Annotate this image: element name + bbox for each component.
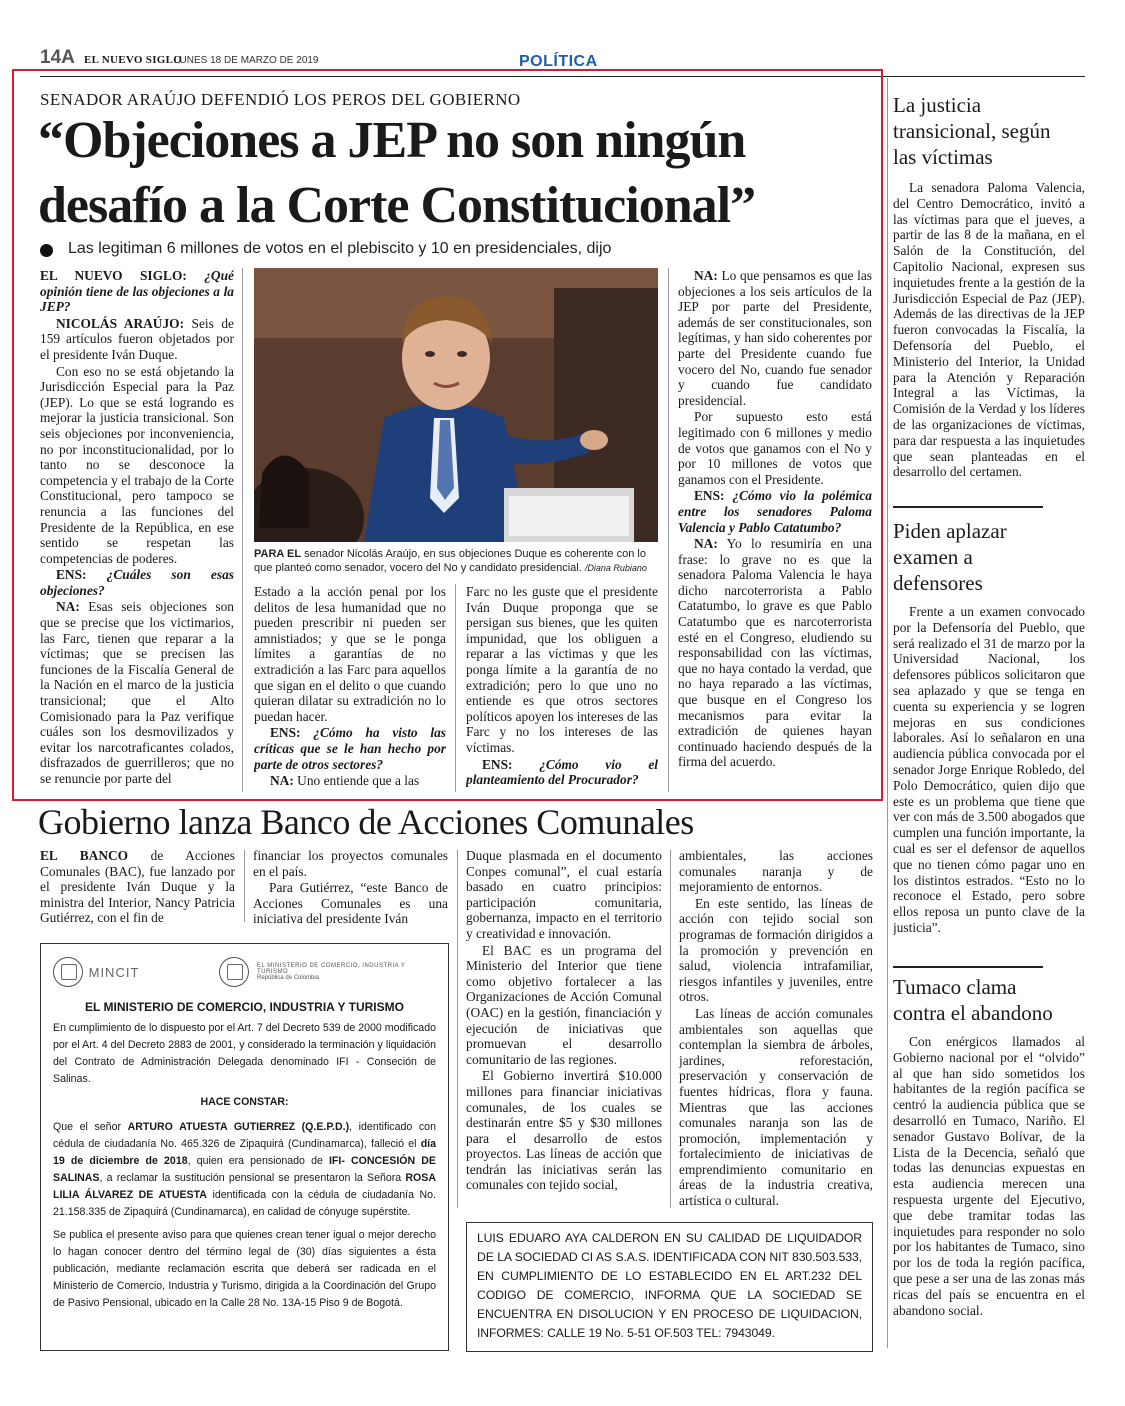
column-divider (668, 268, 669, 792)
bac-column-4 (679, 848, 873, 1210)
paragraph: Farc no les guste que el presidente Iván Duque proponga que se persigan sus bienes, que les quiten impunidad, que los obliguen a reparar a las víctimas y que les ponga límite a la garantía de no extradición; pero lo que uno no entiende es que otros sectores políticos apoyen los intereses de las Farc y no los intereses de las víctimas. (466, 584, 658, 755)
paragraph: financiar los proyectos comunales en el país. (253, 848, 448, 879)
notice-paragraph: En cumplimiento de lo dispuesto por el Art. 7 del Decreto 539 de 2000 modificado por el Art. 4 del Decreto 2883 de 2001, y considerado la terminación y liquidación del Contrato de Administración Delegada denominado IFI - Conseción de Salinas. (53, 1022, 436, 1085)
sidebar-title-1: La justicia transicional, según las víctimas (893, 93, 1051, 169)
question-label: ENS: (56, 567, 87, 583)
main-column-4 (678, 268, 872, 796)
coat-of-arms-icon (219, 957, 249, 987)
coat-of-arms-icon (53, 957, 83, 987)
answer-text: Esas seis objeciones son que se precise que los victimarios, las Farc, tienen que reparar a la víctimas; que se precisen las funciones de la Fiscalía General de la Nación en el marco de la justicia transicional; que el Alto Comisionado para la Paz verifique cuáles son los desmovilizados y evitar los narcotraficantes colados, disfrazados de guerrilleros; que no se renuncie por parte del (40, 599, 234, 786)
question: ¿Cómo vio el planteamiento del Procurador? (466, 756, 658, 788)
folio-page-number: 14A (40, 47, 75, 68)
mincit-logo-text: MINCIT (88, 964, 140, 980)
paragraph: El BAC es un programa del Ministerio del Interior que tiene como objetivo fortalecer a las Organizaciones de Acción Comunal (OAC) en la gestión, financiación y ejecución de iniciativas que promuevan el desarrollo comunitario de las regiones. (466, 942, 662, 1067)
question-label: ENS: (482, 756, 513, 772)
ministry-logo-line-1: EL MINISTERIO DE COMERCIO, INDUSTRIA Y TURISMO (257, 963, 406, 975)
mincit-notice (40, 943, 449, 1351)
sidebar-title-3: Tumaco clama contra el abandono (893, 975, 1053, 1025)
question: ¿Cómo vio la polémica entre los senadores Paloma Valencia y Pablo Catatumbo? (678, 488, 872, 535)
bac-column-1 (40, 848, 235, 926)
notice-paragraph: Que el señor ARTURO ATUESTA GUTIERREZ (Q.E.P.D.), identificado con cédula de ciudadanía No. 465.326 de Zipaquirá (Cundinamarca), falleció el día 19 de diciembre de 2018, quien era pensionado de IFI- CONCESIÓN DE SALINAS, a reclamar la sustitución pensional se presentaron la Señora ROSA LILIA ÁLVAREZ DE ATUESTA identificada con la cédula de ciudadanía No. 21.158.335 de Zipaquirá (Cundinamarca), en calidad de cónyuge supérstite. (53, 1121, 436, 1218)
headline-line-1: “Objeciones a JEP no son ningún (38, 112, 746, 169)
kicker: SENADOR ARAÚJO DEFENDIÓ LOS PEROS DEL GOBIERNO (40, 90, 521, 109)
deck: Las legitiman 6 millones de votos en el plebiscito y 10 en presidenciales, dijo (68, 240, 612, 257)
paragraph: Por supuesto esto está legitimado con 6 millones y medio de votos que ganamos con el No y por 10 millones de votos que ganamos con el Presidente. (678, 409, 872, 487)
paragraph: Para Gutiérrez, “este Banco de Acciones Comunales es una iniciativa del presidente Iván (253, 880, 448, 926)
folio-paper-name: EL NUEVO SIGLO (84, 54, 183, 66)
photo-credit: /Diana Rubiano (584, 563, 647, 573)
notice-subtitle: HACE CONSTAR: (200, 1096, 289, 1108)
main-column-3 (466, 584, 658, 796)
column-divider (457, 850, 458, 1208)
column-divider (242, 268, 243, 792)
column-divider (670, 850, 671, 1208)
paragraph: Con eso no se está objetando la Jurisdicción Especial para la Paz (JEP). Lo que se está logrando es mejorar la justicia transicional. Son seis objeciones por inconveniencia, no por inconstitucionalidad, por lo tanto no se desconoce la competencia y el trabajo de la Corte Constitucional, pero tampoco se renuncia a las funciones del Presidente de la República, en ese sentido se respetan las competencias de poderes. (40, 363, 234, 566)
answer-label: NA: (694, 268, 718, 283)
ministry-logo-line-2: República de Colombia (257, 975, 320, 981)
answer-text: Uno entiende que a las (297, 773, 420, 789)
bac-column-2 (253, 848, 448, 926)
question-label: ENS: (694, 488, 725, 504)
answer-label: NICOLÁS ARAÚJO: (56, 315, 185, 331)
sidebar-divider (887, 78, 888, 1348)
paragraph: El Gobierno invertirá $10.000 millones para financiar iniciativas comunales, de los cuales se destinarán entre $5 y $30 millones para el desarrollo de estos proyectos. Las líneas de acción que tendrán las iniciativas serán las comunales con tejido social, (466, 1068, 662, 1193)
bac-headline: Gobierno lanza Banco de Acciones Comunales (38, 802, 694, 842)
answer-label: NA: (270, 773, 294, 789)
sidebar-rule (893, 966, 1043, 968)
caption-lead: PARA EL (254, 548, 302, 560)
photo-caption (254, 547, 658, 575)
paragraph: Duque plasmada en el documento Conpes comunal”, el cual estaría basado en cuatro principios: participación comunitaria, gobernanza, impacto en el territorio y creatividad e innovación. (466, 848, 662, 941)
notice-title: EL MINISTERIO DE COMERCIO, INDUSTRIA Y TURISMO (85, 1000, 404, 1014)
folio-date: LUNES 18 DE MARZO DE 2019 (174, 55, 319, 66)
bac-column-3 (466, 848, 662, 1210)
answer-text: Seis de 159 artículos fueron objetados por el presidente Iván Duque. (40, 315, 234, 362)
sidebar-title-2: Piden aplazar examen a defensores (893, 519, 1007, 595)
caption-text: senador Nicolás Araújo, en sus objeciones Duque es coherente con lo que planteó como senador, vocero del No y candidato presidencial. (254, 548, 646, 574)
section-label: POLÍTICA (519, 53, 598, 70)
main-column-2 (254, 584, 446, 796)
sidebar-text-3: Con enérgicos llamados al Gobierno nacional por el “olvido” al que han sido sometidos los habitantes de la región pacífica se centró la audiencia pública que se desarrolló en Tumaco, Nariño. El senador Gustavo Bolívar, de la Lista de la Decencia, señaló que todas las denuncias expuestas en esta audiencia merecen una respuesta urgente del Ejecutivo, que debe tramitar todas las inquietudes para responder no solo por los habitantes de Tumaco, sino por los de toda la región pacífica, que pese a ser una de las zonas más ricas del país se encuentra en el abandono social. (893, 1034, 1085, 1318)
answer-text: Yo lo resumiría en una frase: lo grave no es que la senadora Paloma Valencia le haya dicho narcoterrorista a Pablo Catatumbo, lo grave es que Pablo Catatumbo que es narcoterrorista esté en el Congreso, eludiendo su responsabilidad con las víctimas, que no haya contado la verdad, que no haya reparado a las víctimas, que busque en el Congreso los mecanismos para evitar la extradición de quienes hayan continuado haciendo después de la firma del acuerdo. (678, 536, 872, 770)
notice-paragraph: Se publica el presente aviso para que quienes crean tener igual o mejor derecho lo hagan conocer dentro del término legal de (30) días siguientes a ésta publicación, mediante reclamación escrita que deberá ser radicada en el Ministerio de Comercio, Industria y Turismo, dirigida a la Coordinación del Grupo de Pasivo Pensional, ubicado en la Calle 28 No. 13A-15 Piso 9 de Bogotá. (53, 1229, 436, 1309)
paragraph: de Acciones Comunales (BAC), fue lanzado por el presidente Iván Duque y la ministra del Interior, Nancy Patricia Gutiérrez, con el fin de (40, 848, 235, 926)
question-label: ENS: (270, 725, 301, 741)
photo-illustration (254, 268, 658, 542)
paragraph: Estado a la acción penal por los delitos de lesa humanidad que no pueden prescribir ni pueden ser amnistiados; y que se le ponga límites a garantías de no extradición a las Farc para aquellos que sigan en el delito o que cuando quieran dilatar su extradición no lo puedan hacer. (254, 584, 446, 724)
question: ¿Cómo ha visto las críticas que se le han hecho por parte de otros sectores? (254, 725, 446, 772)
column-divider (455, 584, 456, 792)
main-column-1 (40, 268, 234, 796)
question-label: EL NUEVO SIGLO: (40, 268, 187, 283)
paragraph: ambientales, las acciones comunales naranja y de mejoramiento de entornos. (679, 848, 873, 895)
senator-photo (254, 268, 658, 542)
headline-line-2: desafío a la Corte Constitucional” (38, 177, 756, 234)
question: ¿Cuáles son esas objeciones? (40, 567, 234, 598)
liquidation-text: LUIS EDUARO AYA CALDERON EN SU CALIDAD DE LIQUIDADOR DE LA SOCIEDAD CI AS S.A.S. IDENTIFICADA CON NIT 830.503.533, EN CUMPLIMIENTO DE LO ESTABLECIDO EN EL ART.232 DEL CODIGO DE COMERCIO, INFORMA QUE LA SOCIEDAD SE ENCUENTRA EN DISOLUCION Y EN PROCESO DE LIQUIDACION, INFORMES: CALLE 19 No. 5-51 OF.503 TEL: 7943049. (477, 1231, 862, 1340)
sidebar-rule (893, 506, 1043, 508)
sidebar-text-1: La senadora Paloma Valencia, del Centro Democrático, invitó a las víctimas para que el jueves, a partir de las 8 de la mañana, en el Salón de la Constitución, del Capitolio Nacional, expresen sus inquietudes frente a la gestión de la Jurisdicción Especial de Paz (JEP). Además de las directivas de la JEP fueron convocadas la Fiscalía, la Defensoría del Pueblo, el Ministerio del Interior, la Unidad para la Atención y Reparación Integral a las Víctimas, la Comisión de la Verdad y los líderes de las organizaciones de víctimas, para dar respuesta a las inquietudes que sean planteadas en el desarrollo del certamen. (893, 180, 1085, 480)
sidebar-text-2: Frente a un examen convocado por la Defensoría del Pueblo, que será realizado el 31 de marzo por la Universidad Nacional, los defensores públicos solicitaron que sea aplazado y que se tenga en cuenta su experiencia y se logren mejoras en sus condiciones laborales. Así lo señalaron en una audiencia pública convocada por el senador Jorge Enrique Robledo, del Polo Democrático, quien dijo que este es un problema que tiene que ver con más de 3.500 abogados que cumplen una función importante, la cual es ser el defensor de aquellos que no tienen cómo pagar uno en los distintos estrados. “Esto no lo reconoce el Estado, pero sobre ellos reposa un punto clave de la justicia”. (893, 604, 1085, 935)
paragraph: Las líneas de acción comunales ambientales son aquellas que contemplan la siembra de árboles, jardines, reforestación, preservación y conservación de fuentes hídricas, flora y fauna. Mientras que las acciones comunales naranja son las de promoción, implementación y fortalecimiento de iniciativas de emprendimiento comunitario en áreas de la industria creativa, artística o cultural. (679, 1005, 873, 1209)
column-divider (244, 850, 245, 922)
liquidation-notice (466, 1222, 873, 1352)
answer-label: NA: (56, 599, 80, 615)
answer-label: NA: (694, 536, 718, 552)
paragraph: En este sentido, las líneas de acción con tejido social son programas de formación dirigidos a la promoción y prevención en salud, violencia intrafamiliar, riesgos infantiles y juveniles, entre otros. (679, 895, 873, 1005)
deck-bullet-icon (40, 244, 53, 257)
question: ¿Qué opinión tiene de las objeciones a la JEP? (40, 268, 234, 315)
answer-text: Lo que pensamos es que las objeciones a los seis artículos de la JEP por parte del Presidente, además de ser constitucionales, son legítimas, y han sido coherentes por parte del Presidente cuando fue vocero del No, cuando fue senador y cuando fue candidato presidencial. (678, 268, 872, 408)
bac-lead: EL BANCO (40, 848, 129, 863)
